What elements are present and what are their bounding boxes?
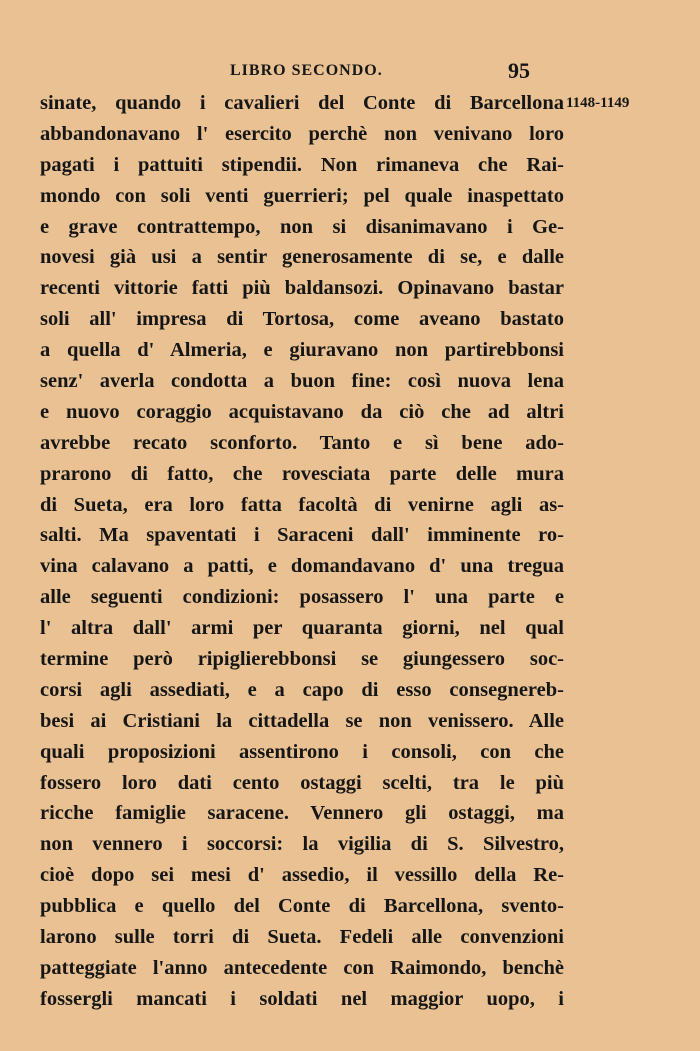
text-line: l' altra dall' armi per quaranta giorni, nel qual bbox=[40, 617, 564, 640]
text-line: e grave contrattempo, non si disanimavano i Ge- bbox=[40, 215, 564, 238]
text-line: salti. Ma spaventati i Saraceni dall' imminente ro- bbox=[40, 524, 564, 547]
text-line: sinate, quando i cavalieri del Conte di Barcellona bbox=[40, 92, 564, 114]
page-number: 95 bbox=[508, 58, 530, 83]
margin-date-note: 1148-1149 bbox=[566, 95, 630, 111]
text-line: avrebbe recato sconforto. Tanto e sì bene ado- bbox=[40, 431, 564, 454]
text-line: non vennero i soccorsi: la vigilia di S. Silvestro, bbox=[40, 833, 564, 856]
text-line: alle seguenti condizioni: posassero l' una parte e bbox=[40, 586, 564, 609]
body-text bbox=[40, 88, 564, 1015]
text-line: corsi agli assediati, e a capo di esso consegnereb- bbox=[40, 678, 564, 701]
text-line: patteggiate l'anno antecedente con Raimondo, benchè bbox=[40, 956, 564, 979]
text-line: pubblica e quello del Conte di Barcellona, svento- bbox=[40, 895, 564, 918]
text-line: e nuovo coraggio acquistavano da ciò che ad altri bbox=[40, 400, 564, 423]
text-line: vina calavano a patti, e domandavano d' una tregua bbox=[40, 555, 564, 578]
text-line: larono sulle torri di Sueta. Fedeli alle convenzioni bbox=[40, 926, 564, 949]
text-line: a quella d' Almeria, e giuravano non partirebbonsi bbox=[40, 339, 564, 362]
text-line: novesi già usi a sentir generosamente di se, e dalle bbox=[40, 246, 564, 269]
text-line: prarono di fatto, che rovesciata parte delle mura bbox=[40, 462, 564, 485]
text-line: fossero loro dati cento ostaggi scelti, tra le più bbox=[40, 771, 564, 794]
running-title: LIBRO SECONDO. bbox=[230, 62, 383, 79]
text-line: mondo con soli venti guerrieri; pel quale inaspettato bbox=[40, 184, 564, 207]
text-line: abbandonavano l' esercito perchè non venivano loro bbox=[40, 122, 564, 145]
text-line: fossergli mancati i soldati nel maggior uopo, i bbox=[40, 987, 564, 1010]
text-line: termine però ripiglierebbonsi se giungessero soc- bbox=[40, 648, 564, 671]
text-line: ricche famiglie saracene. Vennero gli ostaggi, ma bbox=[40, 802, 564, 825]
text-line: cioè dopo sei mesi d' assedio, il vessillo della Re- bbox=[40, 864, 564, 887]
text-line: besi ai Cristiani la cittadella se non venissero. Alle bbox=[40, 709, 564, 732]
text-line: di Sueta, era loro fatta facoltà di venirne agli as- bbox=[40, 493, 564, 516]
page-header bbox=[0, 60, 700, 84]
text-line: soli all' impresa di Tortosa, come aveano bastato bbox=[40, 308, 564, 331]
text-line: quali proposizioni assentirono i consoli, con che bbox=[40, 740, 564, 763]
text-line: recenti vittorie fatti più baldansozi. Opinavano bastar bbox=[40, 277, 564, 300]
text-line: senz' averla condotta a buon fine: così nuova lena bbox=[40, 370, 564, 393]
text-line: pagati i pattuiti stipendii. Non rimaneva che Rai- bbox=[40, 153, 564, 176]
